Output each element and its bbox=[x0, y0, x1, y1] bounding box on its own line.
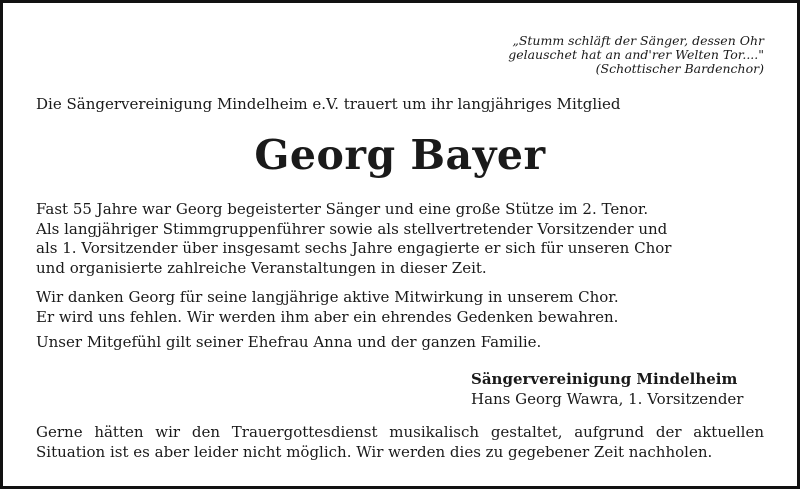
deceased-name: Georg Bayer bbox=[254, 131, 546, 179]
signature-person: Hans Georg Wawra, 1. Vorsitzender bbox=[471, 390, 744, 408]
intro-line: Die Sängervereinigung Mindelheim e.V. trauert um ihr langjähriges Mitglied bbox=[36, 95, 621, 113]
paragraph-line: als 1. Vorsitzender über insgesamt sechs Jahre engagierte er sich für unseren Chor bbox=[36, 239, 672, 258]
paragraph-line: Unser Mitgefühl gilt seiner Ehefrau Anna und der ganzen Familie. bbox=[36, 333, 542, 351]
paragraph-line: Er wird uns fehlen. Wir werden ihm aber ein ehrendes Gedenken bewahren. bbox=[36, 307, 619, 326]
paragraph-line: und organisierte zahlreiche Veranstaltungen in dieser Zeit. bbox=[36, 258, 487, 277]
paragraph-thanks bbox=[36, 288, 619, 327]
signature-organization: Sängervereinigung Mindelheim bbox=[471, 370, 738, 388]
paragraph-tribute bbox=[36, 200, 671, 278]
paragraph-line: Wir danken Georg für seine langjährige aktive Mitwirkung in unserem Chor. bbox=[36, 288, 619, 306]
paragraph-condolence bbox=[36, 333, 541, 353]
footer-line: Situation ist es aber leider nicht möglich. Wir werden dies zu gegebener Zeit nachholen. bbox=[36, 443, 713, 461]
paragraph-line: Fast 55 Jahre war Georg begeisterter Sänger und eine große Stütze im 2. Tenor. bbox=[36, 200, 649, 218]
footer-line: Gerne hätten wir den Trauergottesdienst musikalisch gestaltet, aufgrund der aktuellen bbox=[36, 423, 764, 441]
paragraph-line: Als langjähriger Stimmgruppenführer sowie als stellvertretender Vorsitzender und bbox=[36, 219, 668, 238]
quote-line-1: „Stumm schläft der Sänger, dessen Ohr bbox=[512, 33, 764, 48]
signature-block bbox=[471, 369, 743, 409]
footer-note bbox=[36, 422, 764, 462]
quote-line-2: gelauschet hat an and'rer Welten Tor...." bbox=[508, 47, 764, 62]
quote-source: (Schottischer Bardenchor) bbox=[595, 61, 764, 76]
epigraph-quote bbox=[508, 34, 764, 76]
